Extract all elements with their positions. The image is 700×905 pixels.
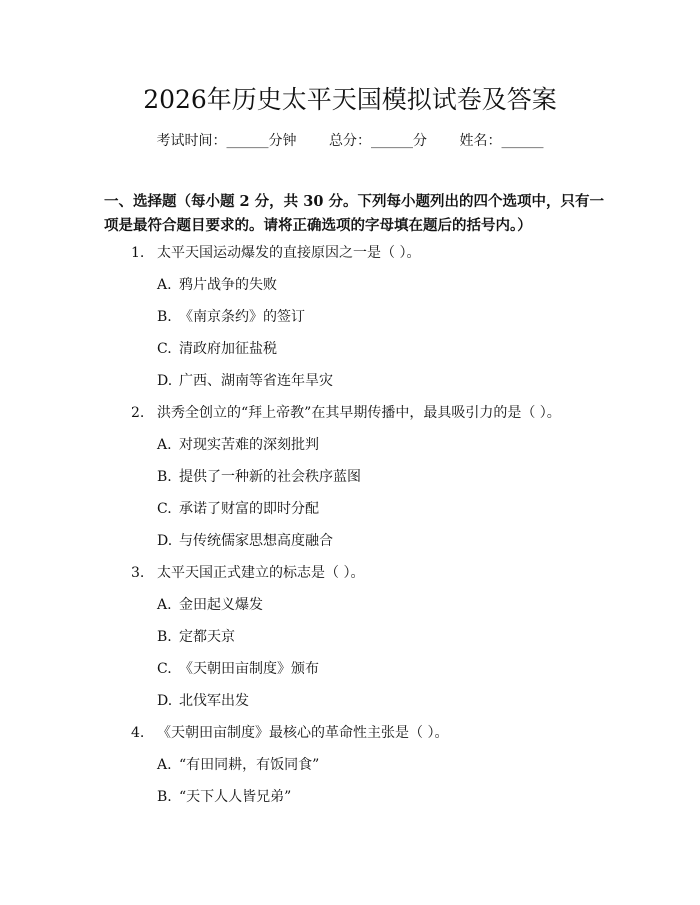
page-title: 2026年历史太平天国模拟试卷及答案 bbox=[143, 85, 557, 114]
option-1c bbox=[157, 339, 277, 359]
option-text: 清政府加征盐税 bbox=[179, 341, 277, 357]
option-letter: B. bbox=[157, 469, 172, 485]
option-letter: B. bbox=[157, 309, 172, 325]
exam-time: 考试时间：______分钟 bbox=[156, 133, 297, 149]
option-4a bbox=[157, 755, 319, 775]
option-2c bbox=[157, 499, 319, 519]
exam-name-field: 姓名：______ bbox=[459, 133, 544, 149]
option-3d bbox=[157, 691, 249, 711]
question-text: 《天朝田亩制度》最核心的革命性主张是（ ）。 bbox=[157, 725, 449, 741]
question-number: 1. bbox=[131, 245, 145, 261]
option-letter: C. bbox=[157, 661, 172, 677]
option-text: 定都天京 bbox=[179, 629, 235, 645]
option-text: 与传统儒家思想高度融合 bbox=[179, 533, 333, 549]
question-text: 太平天国正式建立的标志是（ ）。 bbox=[157, 565, 365, 581]
question-number: 3. bbox=[131, 565, 145, 581]
option-letter: C. bbox=[157, 501, 172, 517]
option-letter: D. bbox=[157, 693, 173, 709]
question-4 bbox=[131, 723, 448, 743]
section-heading: 一、选择题（每小题 2 分，共 30 分。下列每小题列出的四个选项中，只有一项是最符合题目要求的。请将正确选项的字母填在题后的括号内。） bbox=[104, 193, 604, 234]
option-4b bbox=[157, 787, 291, 807]
option-1d bbox=[157, 371, 333, 391]
option-text: 金田起义爆发 bbox=[179, 597, 263, 613]
question-number: 2. bbox=[131, 405, 145, 421]
option-1a bbox=[157, 275, 277, 295]
option-letter: D. bbox=[157, 373, 173, 389]
question-3 bbox=[131, 563, 364, 583]
option-letter: C. bbox=[157, 341, 172, 357]
option-text: “天下人人皆兄弟” bbox=[179, 789, 292, 805]
question-2 bbox=[131, 403, 561, 423]
option-text: 《天朝田亩制度》颁布 bbox=[179, 661, 319, 677]
option-text: 对现实苦难的深刻批判 bbox=[179, 437, 319, 453]
exam-total-score: 总分：______分 bbox=[329, 133, 427, 149]
option-text: 北伐军出发 bbox=[179, 693, 249, 709]
option-text: “有田同耕，有饭同食” bbox=[179, 757, 320, 773]
question-text: 太平天国运动爆发的直接原因之一是（ ）。 bbox=[157, 245, 421, 261]
option-text: 鸦片战争的失败 bbox=[179, 277, 277, 293]
option-1b bbox=[157, 307, 305, 327]
question-text: 洪秀全创立的“拜上帝教”在其早期传播中，最具吸引力的是（ ）。 bbox=[157, 405, 561, 421]
exam-meta bbox=[0, 131, 700, 151]
option-2a bbox=[157, 435, 319, 455]
option-3c bbox=[157, 659, 319, 679]
option-letter: B. bbox=[157, 629, 172, 645]
option-letter: B. bbox=[157, 789, 172, 805]
option-letter: D. bbox=[157, 533, 173, 549]
option-text: 《南京条约》的签订 bbox=[179, 309, 305, 325]
option-2b bbox=[157, 467, 361, 487]
question-number: 4. bbox=[131, 725, 145, 741]
option-letter: A. bbox=[157, 757, 172, 773]
option-letter: A. bbox=[157, 597, 172, 613]
option-2d bbox=[157, 531, 333, 551]
question-1 bbox=[131, 243, 420, 263]
option-text: 提供了一种新的社会秩序蓝图 bbox=[179, 469, 361, 485]
option-text: 承诺了财富的即时分配 bbox=[179, 501, 319, 517]
option-text: 广西、湖南等省连年旱灾 bbox=[179, 373, 333, 389]
option-letter: A. bbox=[157, 277, 172, 293]
option-letter: A. bbox=[157, 437, 172, 453]
option-3a bbox=[157, 595, 263, 615]
option-3b bbox=[157, 627, 235, 647]
